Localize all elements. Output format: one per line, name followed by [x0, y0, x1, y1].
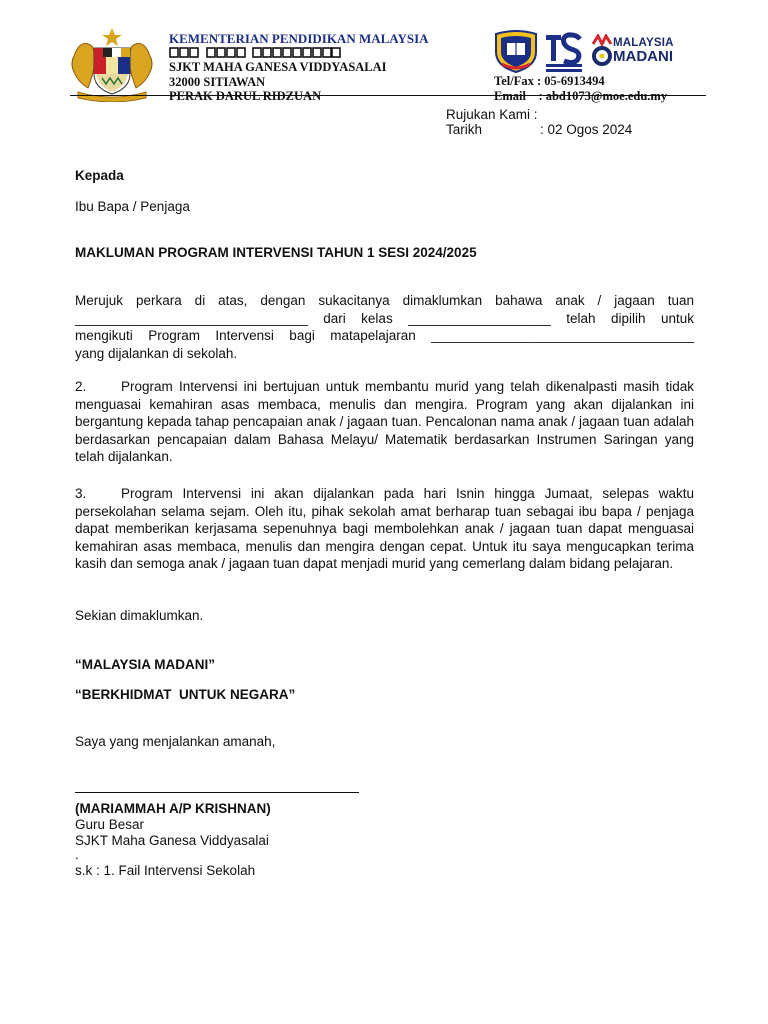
- p3-number: 3.: [75, 486, 87, 501]
- paragraph-3: [75, 485, 694, 573]
- carbon-copy: s.k : 1. Fail Intervensi Sekolah: [75, 863, 256, 878]
- madani-emblem-icon: [591, 34, 613, 66]
- p3-text: Program Intervensi ini akan dijalankan pada hari Isnin hingga Jumaat, selepas waktu persekolahan selama sejam. Oleh itu, pihak sekolah amat berharap tuan sebagai ibu bapa / penjaga dapat memberikan kerjasama sepenuhnya bagi membolehkan anak / jagaan tuan dapat menguasai kemahiran asas membaca, menulis dan mengira dengan cepat. Untuk itu saya mengucapkan terima kasih dan semoga anak / jagaan tuan dapat menjadi murid yang cemerlang dalam bidang pelajaran.: [75, 486, 694, 572]
- madani-logo-text-line2: MADANI: [613, 48, 673, 65]
- date-label: Tarikh: [446, 122, 483, 137]
- tel-fax: Tel/Fax : 05-6913494: [494, 74, 605, 88]
- school-postcode-town: 32000 SITIAWAN: [169, 75, 266, 89]
- school-crest-icon: [492, 30, 540, 74]
- p1-line2: _______________________________ dari kelas ___________________ telah dipilih untuk: [75, 310, 694, 326]
- closing-line: Sekian dimaklumkan.: [75, 608, 204, 623]
- slogan-berkhidmat: “BERKHIDMAT UNTUK NEGARA”: [75, 687, 296, 702]
- signature-line: [75, 792, 359, 793]
- kepada-heading: Kepada: [75, 168, 124, 183]
- p1-line4: yang dijalankan di sekolah.: [75, 345, 238, 361]
- ts25-logo-icon: [544, 31, 584, 73]
- ministry-name: KEMENTERIAN PENDIDIKAN MALAYSIA: [169, 31, 429, 46]
- school-state: PERAK DARUL RIDZUAN: [169, 89, 322, 103]
- stray-dot: .: [75, 847, 79, 862]
- reference-label: Rujukan Kami :: [446, 107, 538, 122]
- paragraph-2: [75, 378, 694, 466]
- paragraph-1: [75, 292, 694, 362]
- coat-of-arms-icon: [66, 26, 158, 102]
- subject-title: MAKLUMAN PROGRAM INTERVENSI TAHUN 1 SESI 2024/2025: [75, 245, 477, 260]
- madani-logo-text-line1: MALAYSIA: [613, 37, 674, 49]
- signatory-title: Guru Besar: [75, 817, 145, 832]
- p2-text: Program Intervensi ini bertujuan untuk membantu murid yang telah dikenalpasti masih tidak menguasai kemahiran asas membaca, menulis dan mengira. Program yang akan dijalankan ini bergantung kepada tahap pencapaian anak / jagaan tuan. Pencalonan nama anak / jagaan tuan adalah berdasarkan pencapaian dalam Bahasa Melayu/ Matematik berdasarkan Instrumen Saringan yang telah dijalankan.: [75, 379, 694, 465]
- p1-line3: mengikuti Program Intervensi bagi matapelajaran ___________________________________: [75, 328, 694, 344]
- slogan-malaysia-madani: “MALAYSIA MADANI”: [75, 657, 216, 672]
- school-name: SJKT MAHA GANESA VIDDYASALAI: [169, 60, 387, 74]
- p1-line1: Merujuk perkara di atas, dengan sukacitanya dimaklumkan bahawa anak / jagaan tuan: [75, 293, 694, 308]
- email: Email : abd1073@moe.edu.my: [494, 89, 668, 103]
- trust-line: Saya yang menjalankan amanah,: [75, 734, 276, 749]
- tamil-script-line: [169, 46, 341, 59]
- addressee: Ibu Bapa / Penjaga: [75, 199, 190, 214]
- p2-number: 2.: [75, 379, 87, 394]
- date-value: : 02 Ogos 2024: [540, 122, 633, 137]
- signatory-school: SJKT Maha Ganesa Viddyasalai: [75, 833, 269, 848]
- signatory-name: (MARIAMMAH A/P KRISHNAN): [75, 801, 271, 816]
- letterhead-divider: [70, 95, 706, 96]
